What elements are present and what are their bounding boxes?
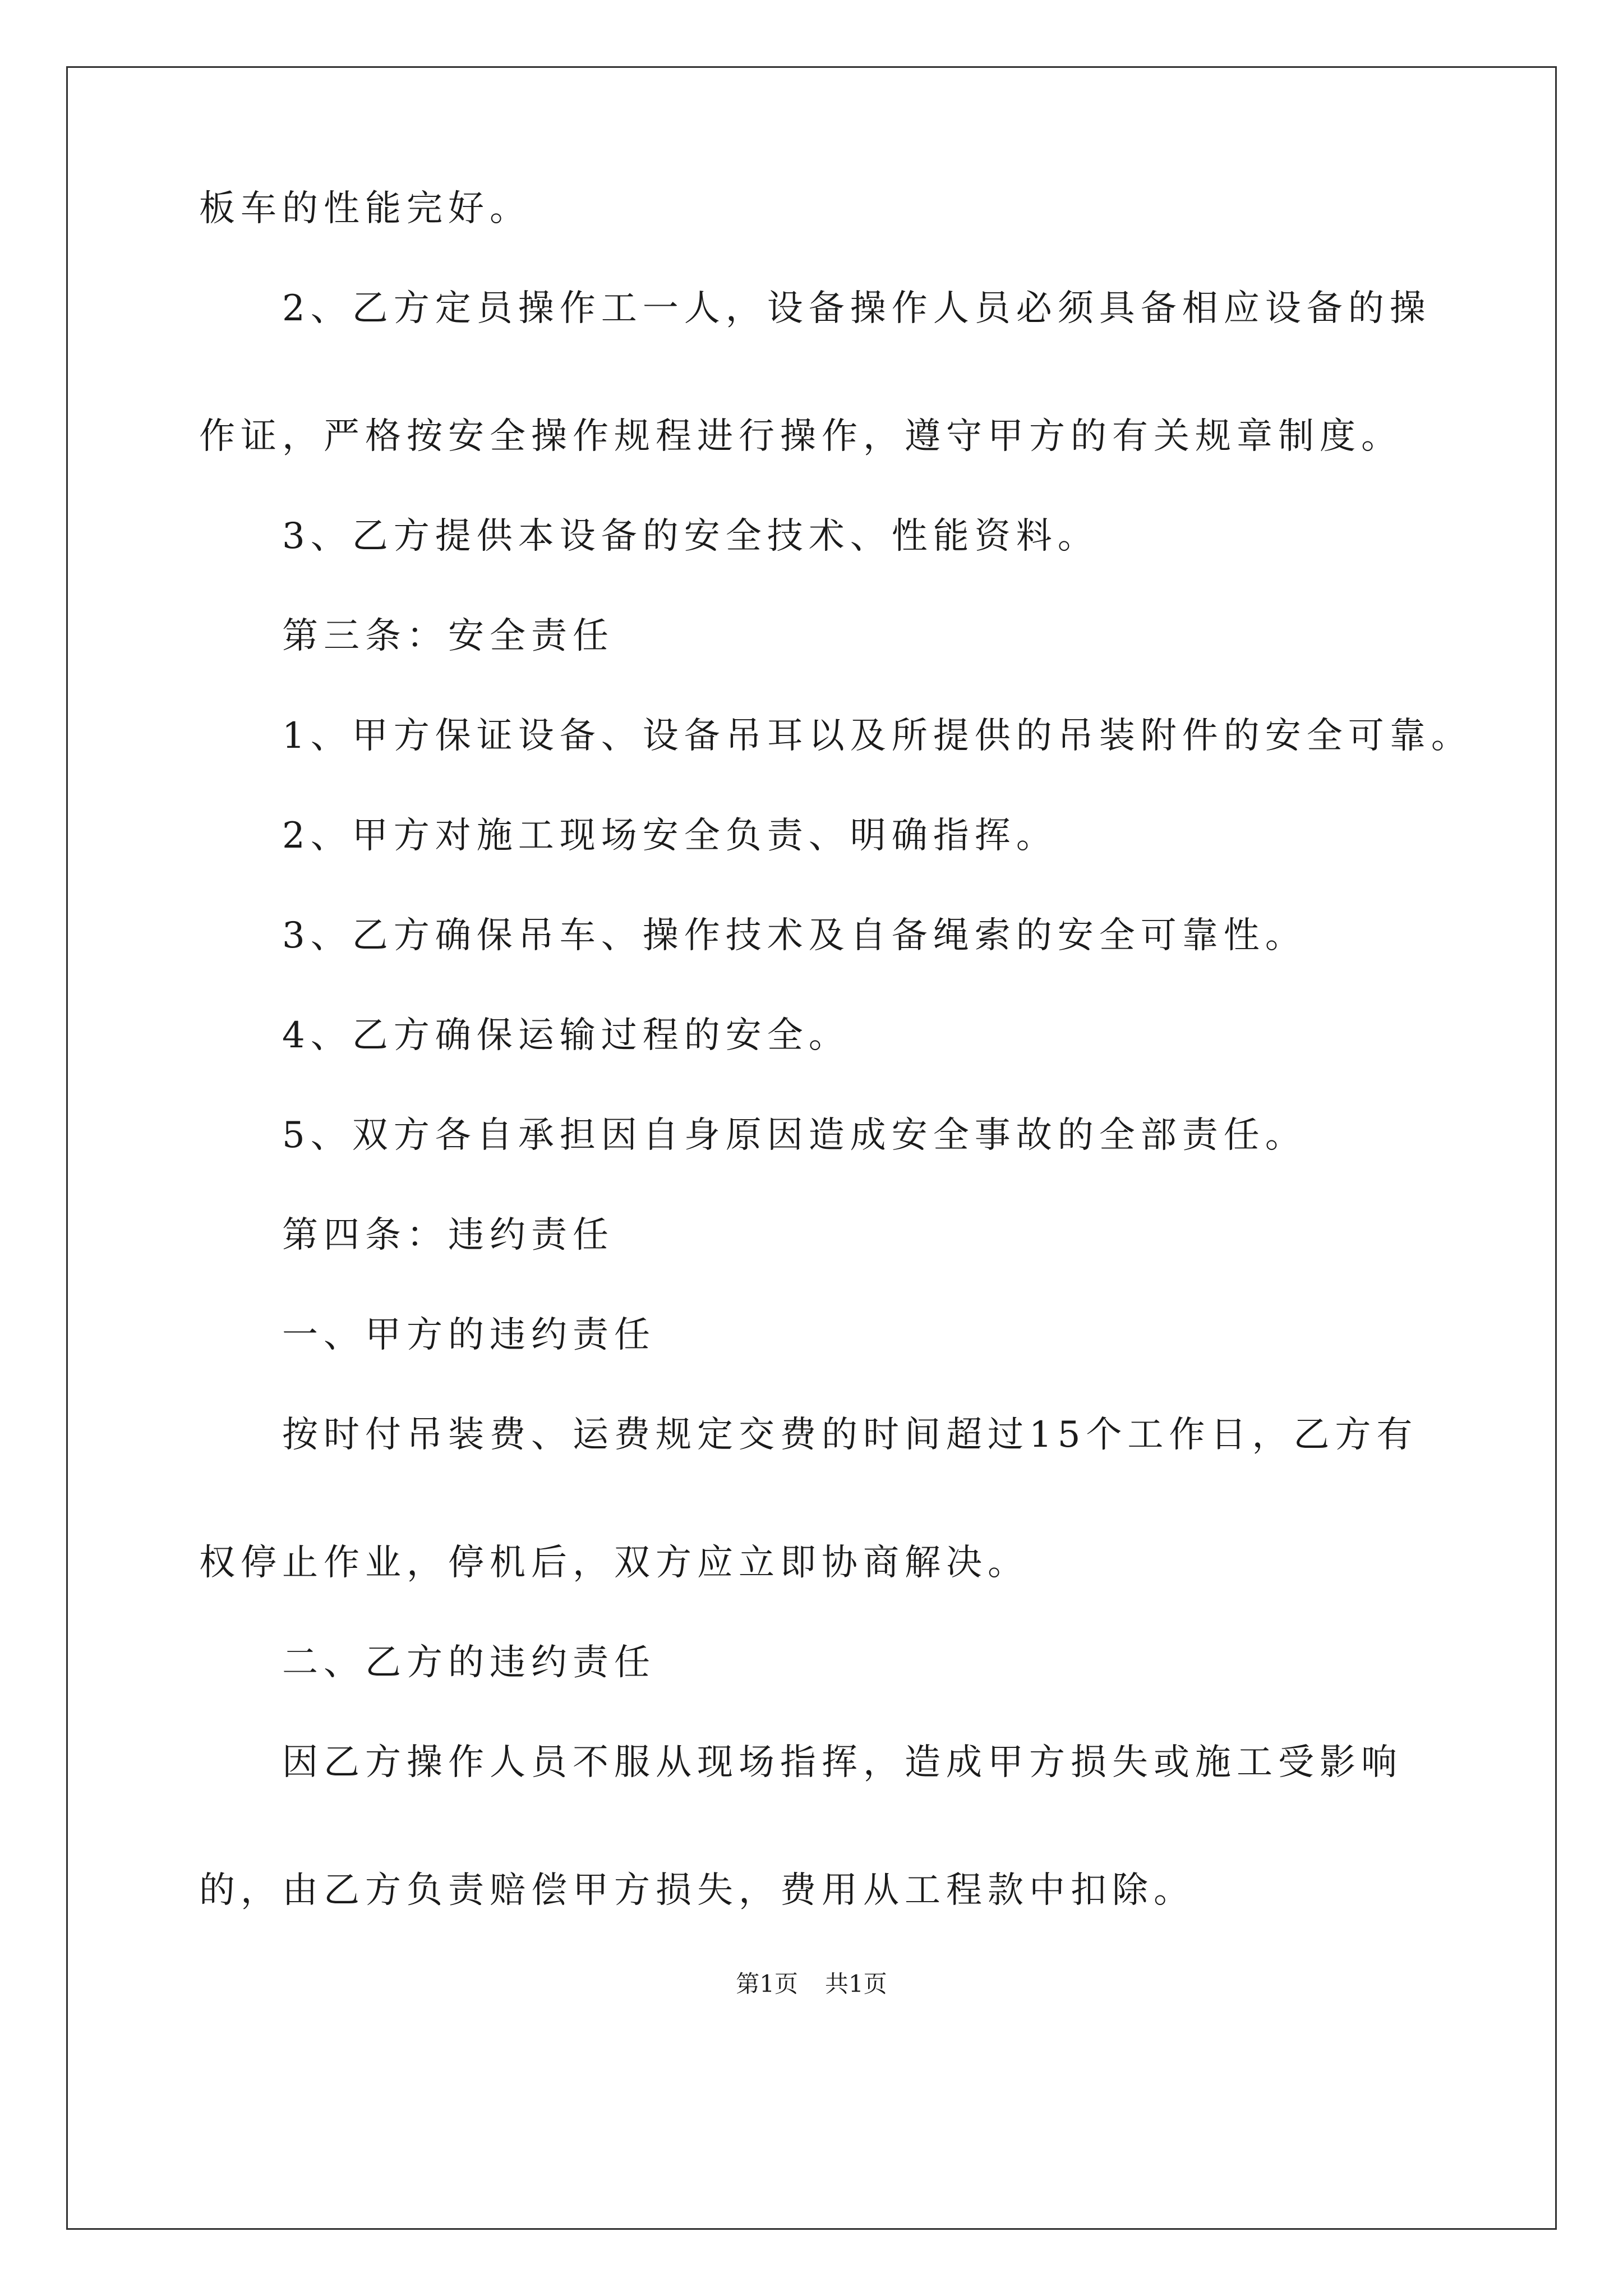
paragraph-clause-3-2: 2、甲方对施工现场安全负责、明确指挥。 <box>282 815 1058 857</box>
paragraph-clause-3-1: 1、甲方保证设备、设备吊耳以及所提供的吊装附件的安全可靠。 <box>282 715 1473 757</box>
paragraph-clause-3-3: 3、乙方确保吊车、操作技术及自备绳索的安全可靠性。 <box>282 915 1307 956</box>
paragraph-continuation: 板车的性能完好。 <box>199 188 531 229</box>
paragraph-party-a-liability: 按时付吊装费、运费规定交费的时间超过15个工作日，乙方有权停止作业，停机后，双方应立即协商解决。 <box>199 1414 1418 1584</box>
section-heading-article-3: 第三条：安全责任 <box>282 615 614 657</box>
paragraph-party-b-liability: 因乙方操作人员不服从现场指挥，造成甲方损失或施工受影响的，由乙方负责赔偿甲方损失，费用从工程款中扣除。 <box>199 1742 1403 1911</box>
subheading-party-a-liability: 一、甲方的违约责任 <box>282 1314 656 1356</box>
page-number-total: 共1页 <box>825 1970 887 1998</box>
page-footer <box>0 1970 1623 1998</box>
paragraph-clause-2-3: 3、乙方提供本设备的安全技术、性能资料。 <box>282 516 1099 557</box>
page-number-current: 第1页 <box>736 1970 798 1998</box>
document-body <box>199 188 1473 1972</box>
paragraph-clause-3-5: 5、双方各自承担因自身原因造成安全事故的全部责任。 <box>282 1115 1307 1156</box>
subheading-party-b-liability: 二、乙方的违约责任 <box>282 1642 656 1683</box>
paragraph-clause-3-4: 4、乙方确保运输过程的安全。 <box>282 1015 850 1056</box>
paragraph-clause-2-2: 2、乙方定员操作工一人，设备操作人员必须具备相应设备的操作证，严格按安全操作规程进行操作，遵守甲方的有关规章制度。 <box>199 288 1431 457</box>
section-heading-article-4: 第四条：违约责任 <box>282 1214 614 1256</box>
